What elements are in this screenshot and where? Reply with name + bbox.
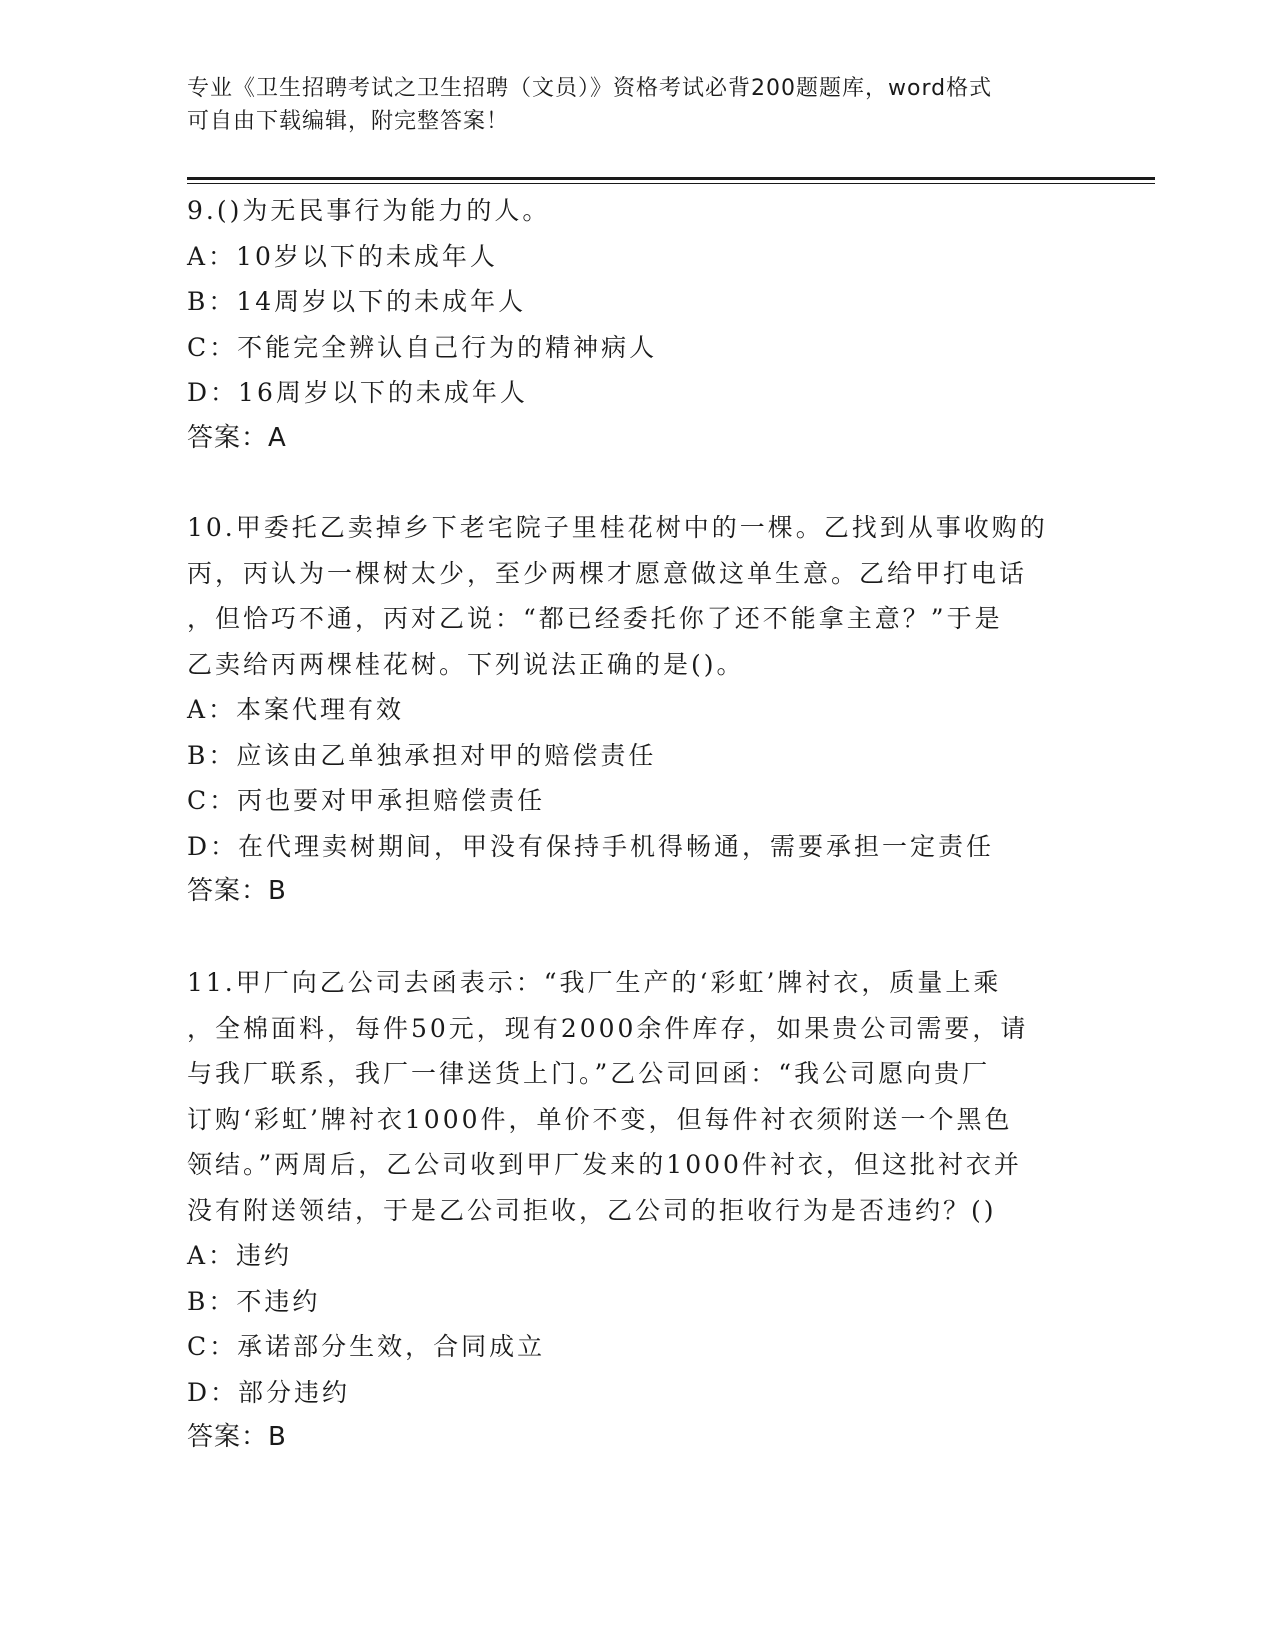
answer-line: 答案：A [187, 422, 287, 453]
option-a: A：违约 [187, 1241, 293, 1270]
option-b: B：14周岁以下的未成年人 [187, 287, 527, 316]
question-stem-line-4: 乙卖给丙两棵桂花树。下列说法正确的是()。 [187, 649, 745, 679]
option-b: B：不违约 [187, 1286, 321, 1316]
option-c: C：丙也要对甲承担赔偿责任 [187, 786, 546, 815]
question-stem-line-5: 领结。”两周后，乙公司收到甲厂发来的1000件衬衣，但这批衬衣并 [187, 1150, 1022, 1179]
question-10 [187, 505, 1067, 915]
answer-line: 答案：B [187, 876, 287, 906]
question-stem-line-4: 订购‘彩虹’牌衬衣1000件，单价不变，但每件衬衣须附送一个黑色 [187, 1104, 1013, 1134]
question-stem-line-1: 10.甲委托乙卖掉乡下老宅院子里桂花树中的一棵。乙找到从事收购的 [187, 513, 1048, 542]
question-stem-line-2: ，全棉面料，每件50元，现有2000余件库存，如果贵公司需要，请 [187, 1013, 1029, 1043]
question-stem: 9.()为无民事行为能力的人。 [187, 196, 551, 225]
document-header [187, 72, 1067, 138]
option-d: D：部分违约 [187, 1377, 351, 1407]
header-line-2: 可自由下载编辑，附完整答案！ [187, 109, 510, 134]
option-c: C：不能完全辨认自己行为的精神病人 [187, 332, 658, 362]
option-d: D：16周岁以下的未成年人 [187, 378, 528, 407]
option-a: A：本案代理有效 [187, 695, 405, 724]
question-stem-line-2: 丙，丙认为一棵树太少，至少两棵才愿意做这单生意。乙给甲打电话 [187, 558, 1028, 588]
question-11 [187, 960, 1067, 1461]
option-c: C：承诺部分生效，合同成立 [187, 1332, 546, 1361]
question-stem-line-3: ，但恰巧不通，丙对乙说：“都已经委托你了还不能拿主意？”于是 [187, 604, 1003, 633]
option-b: B：应该由乙单独承担对甲的赔偿责任 [187, 740, 657, 770]
header-line-1: 专业《卫生招聘考试之卫生招聘（文员）》资格考试必背200题题库，word格式 [187, 76, 993, 101]
question-9 [187, 188, 1067, 461]
question-stem-line-6: 没有附送领结，于是乙公司拒收，乙公司的拒收行为是否违约？() [187, 1195, 997, 1225]
question-stem-line-1: 11.甲厂向乙公司去函表示：“我厂生产的‘彩虹’牌衬衣，质量上乘 [187, 968, 1002, 997]
header-divider-thick [187, 177, 1155, 180]
option-d: D：在代理卖树期间，甲没有保持手机得畅通，需要承担一定责任 [187, 831, 995, 861]
answer-line: 答案：B [187, 1422, 287, 1452]
option-a: A：10岁以下的未成年人 [187, 241, 498, 271]
header-divider-thin [187, 183, 1155, 184]
question-stem-line-3: 与我厂联系，我厂一律送货上门。”乙公司回函：“我公司愿向贵厂 [187, 1059, 991, 1088]
